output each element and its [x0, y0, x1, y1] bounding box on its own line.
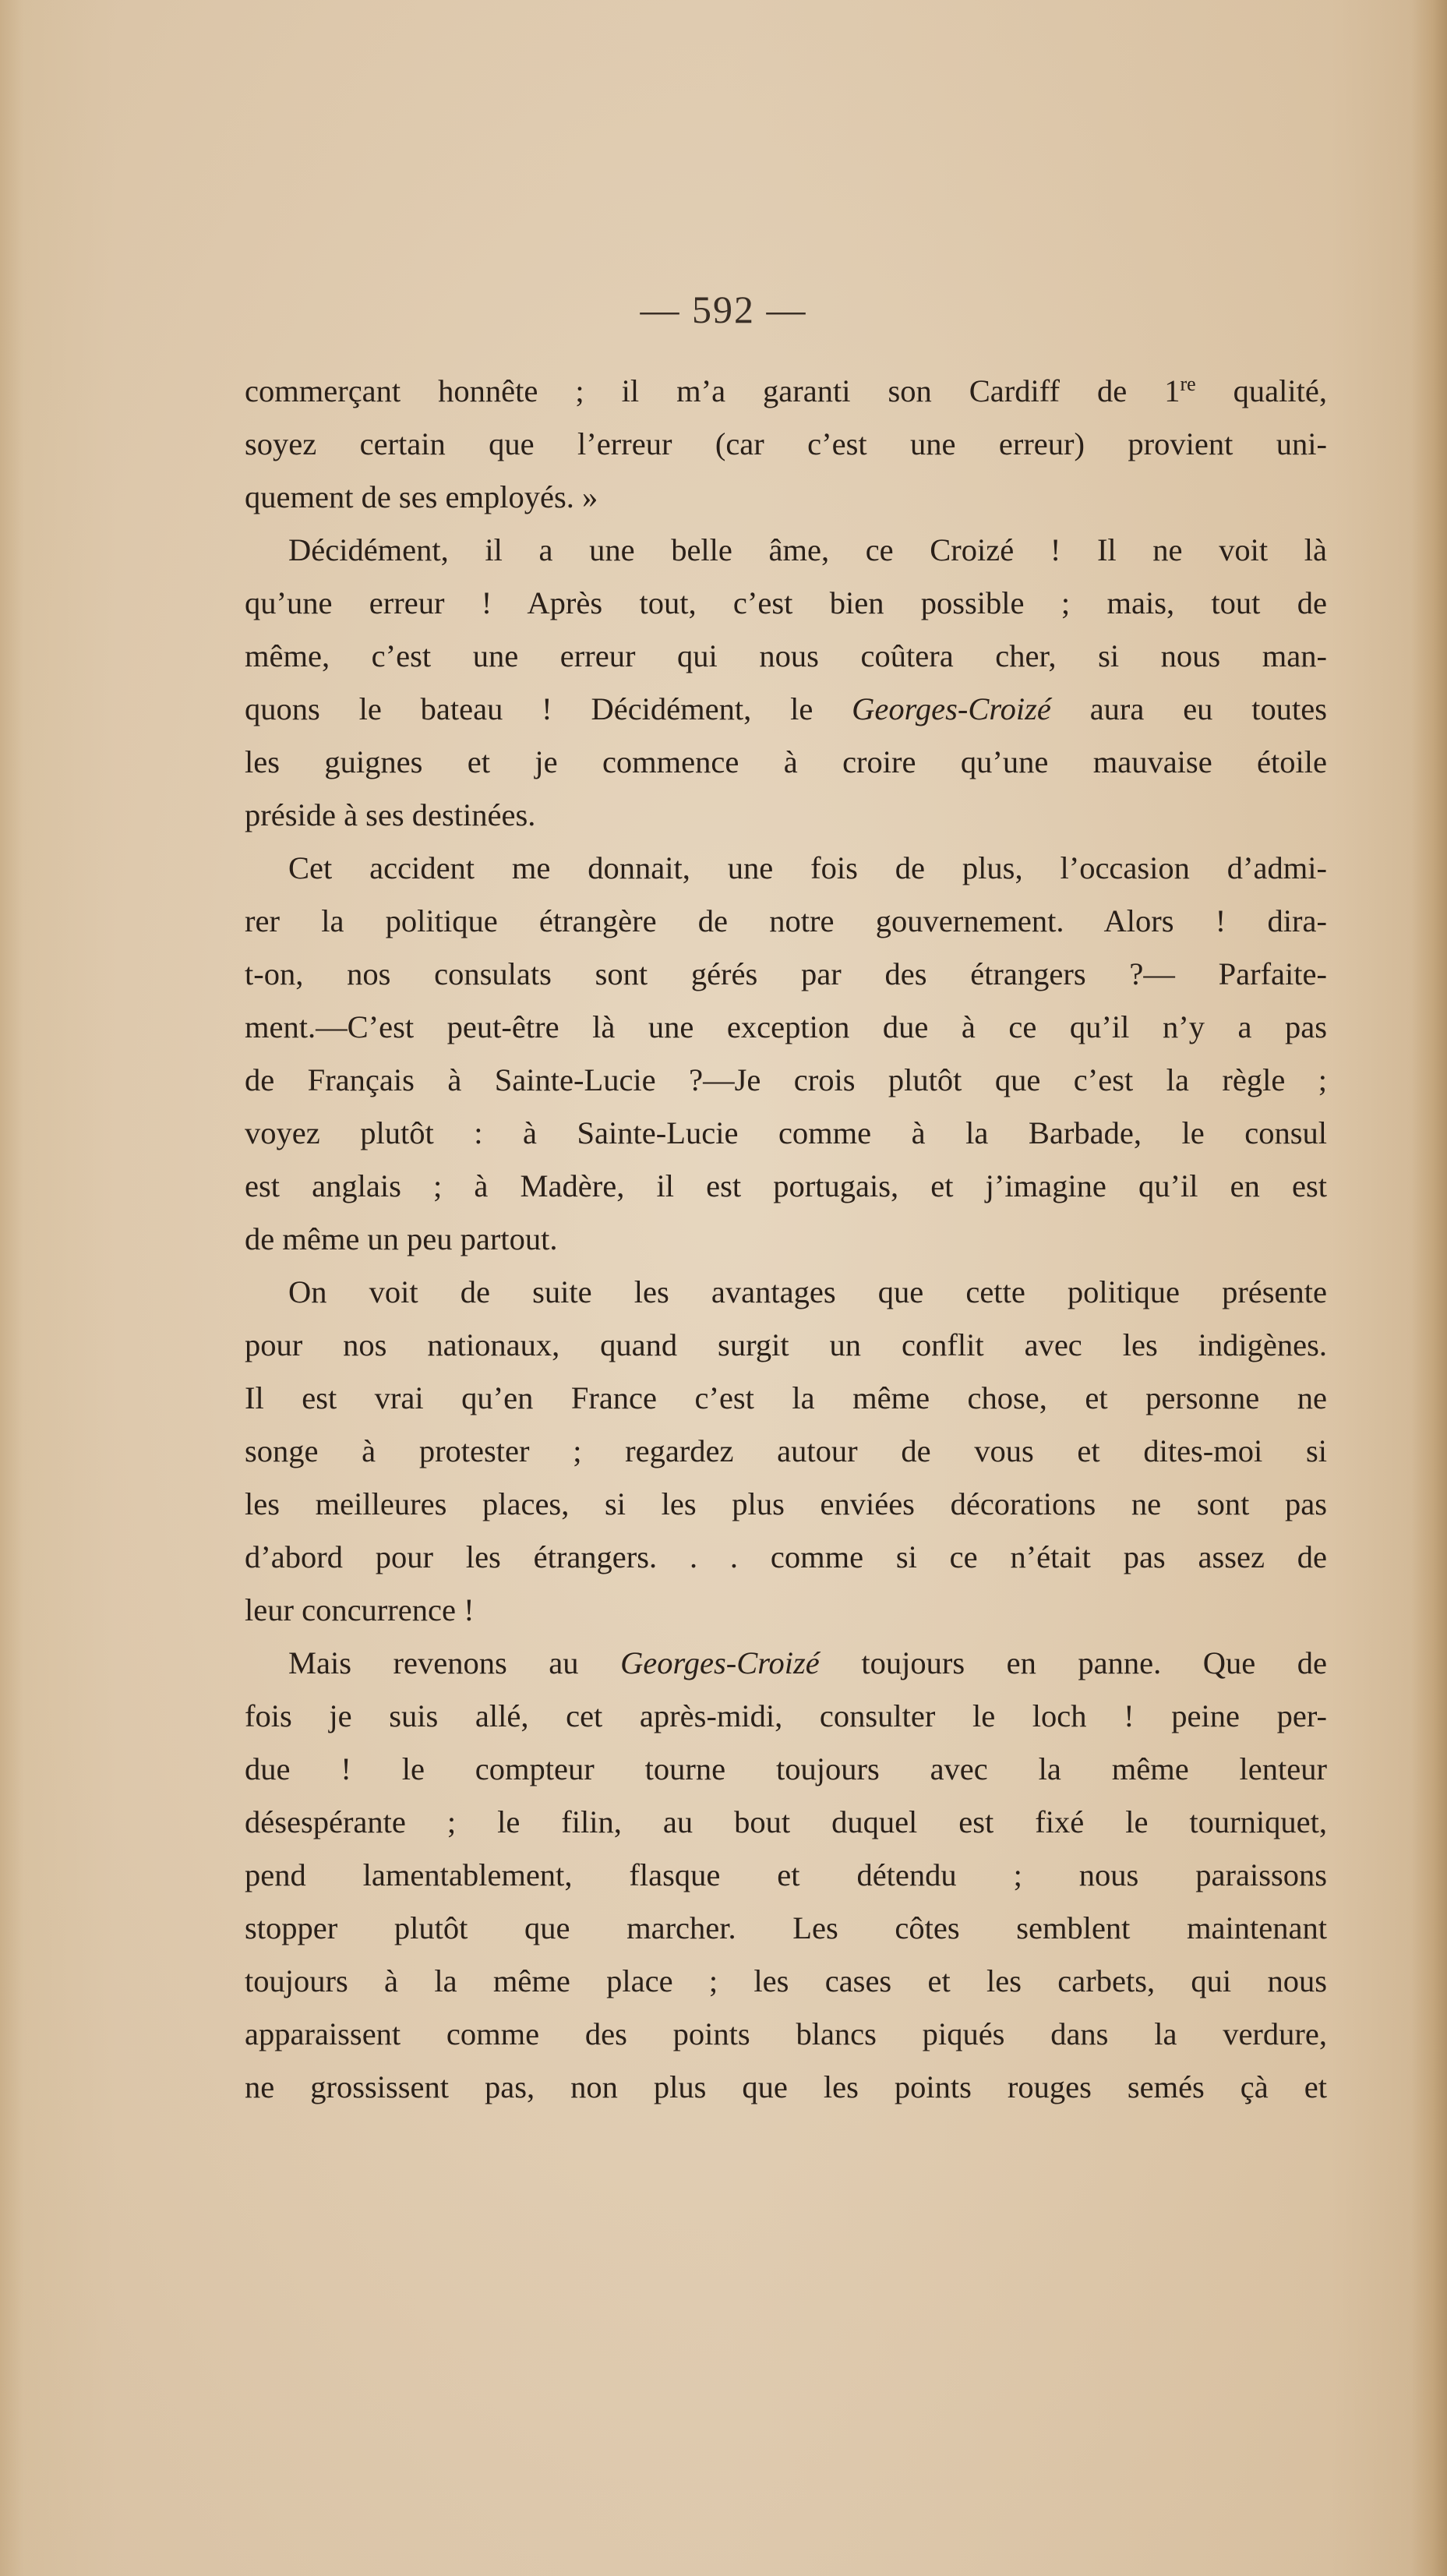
text-line [245, 1637, 1327, 1690]
text-line: t-on, nos consulats sont gérés par des étrangers ?— Parfaite- [245, 956, 1327, 991]
text-line: fois je suis allé, cet après-midi, consulter le loch ! peine per- [245, 1698, 1327, 1733]
text-line: songe à protester ; regardez autour de vous et dites-moi si [245, 1433, 1327, 1468]
text-line: les guignes et je commence à croire qu’une mauvaise étoile [245, 744, 1327, 779]
text-line: d’abord pour les étrangers. . . comme si ce n’était pas assez de [245, 1539, 1327, 1574]
text-line: ne grossissent pas, non plus que les points rouges semés çà et [245, 2069, 1327, 2104]
text-span: quons le bateau ! Décidément, le [245, 691, 852, 726]
ship-name: Georges-Croizé [852, 691, 1051, 726]
text-line: rer la politique étrangère de notre gouvernement. Alors ! dira- [245, 903, 1327, 938]
text-span: Mais revenons au [288, 1645, 621, 1680]
text-line: On voit de suite les avantages que cette politique présente [288, 1274, 1327, 1309]
text-line: Cet accident me donnait, une fois de plus, l’occasion d’admi- [288, 850, 1327, 885]
text-line: commerçant honnête ; il m’a garanti son Cardiff de 1re qualité, [245, 373, 1327, 408]
text-line: toujours à la même place ; les cases et les carbets, qui nous [245, 1963, 1327, 1998]
text-line: leur concurrence ! [245, 1592, 475, 1627]
text-line: quement de ses employés. » [245, 479, 598, 514]
text-line: de même un peu partout. [245, 1221, 558, 1256]
text-line: préside à ses destinées. [245, 797, 536, 832]
text-line: pour nos nationaux, quand surgit un conflit avec les indigènes. [245, 1327, 1327, 1362]
text-line: Décidément, il a une belle âme, ce Croizé ! Il ne voit là [288, 532, 1327, 567]
text-line [245, 683, 1327, 736]
text-line: les meilleures places, si les plus enviées décorations ne sont pas [245, 1486, 1327, 1521]
text-line: ment.—C’est peut-être là une exception due à ce qu’il n’y a pas [245, 1009, 1327, 1044]
page-left-edge-shadow [0, 0, 23, 2576]
body-text [245, 365, 1327, 2114]
text-line: même, c’est une erreur qui nous coûtera cher, si nous man- [245, 638, 1327, 673]
text-line: désespérante ; le filin, au bout duquel est fixé le tourniquet, [245, 1804, 1327, 1839]
text-line: apparaissent comme des points blancs piqués dans la verdure, [245, 2016, 1327, 2051]
text-line: est anglais ; à Madère, il est portugais, et j’imagine qu’il en est [245, 1168, 1327, 1203]
text-span: aura eu toutes [1050, 691, 1327, 726]
text-line: soyez certain que l’erreur (car c’est une erreur) provient uni- [245, 426, 1327, 461]
text-span: toujours en panne. Que de [819, 1645, 1327, 1680]
text-line: voyez plutôt : à Sainte-Lucie comme à la Barbade, le consul [245, 1115, 1327, 1150]
text-line: de Français à Sainte-Lucie ?—Je crois plutôt que c’est la règle ; [245, 1062, 1327, 1097]
text-line: qu’une erreur ! Après tout, c’est bien possible ; mais, tout de [245, 585, 1327, 620]
text-line: due ! le compteur tourne toujours avec la même lenteur [245, 1751, 1327, 1786]
page-right-edge-shadow [1411, 0, 1447, 2576]
text-line: pend lamentablement, flasque et détendu ; nous paraissons [245, 1857, 1327, 1892]
page-number: — 592 — [640, 288, 807, 331]
text-line: Il est vrai qu’en France c’est la même chose, et personne ne [245, 1380, 1327, 1415]
ship-name: Georges-Croizé [620, 1645, 820, 1680]
text-line: stopper plutôt que marcher. Les côtes semblent maintenant [245, 1910, 1327, 1945]
